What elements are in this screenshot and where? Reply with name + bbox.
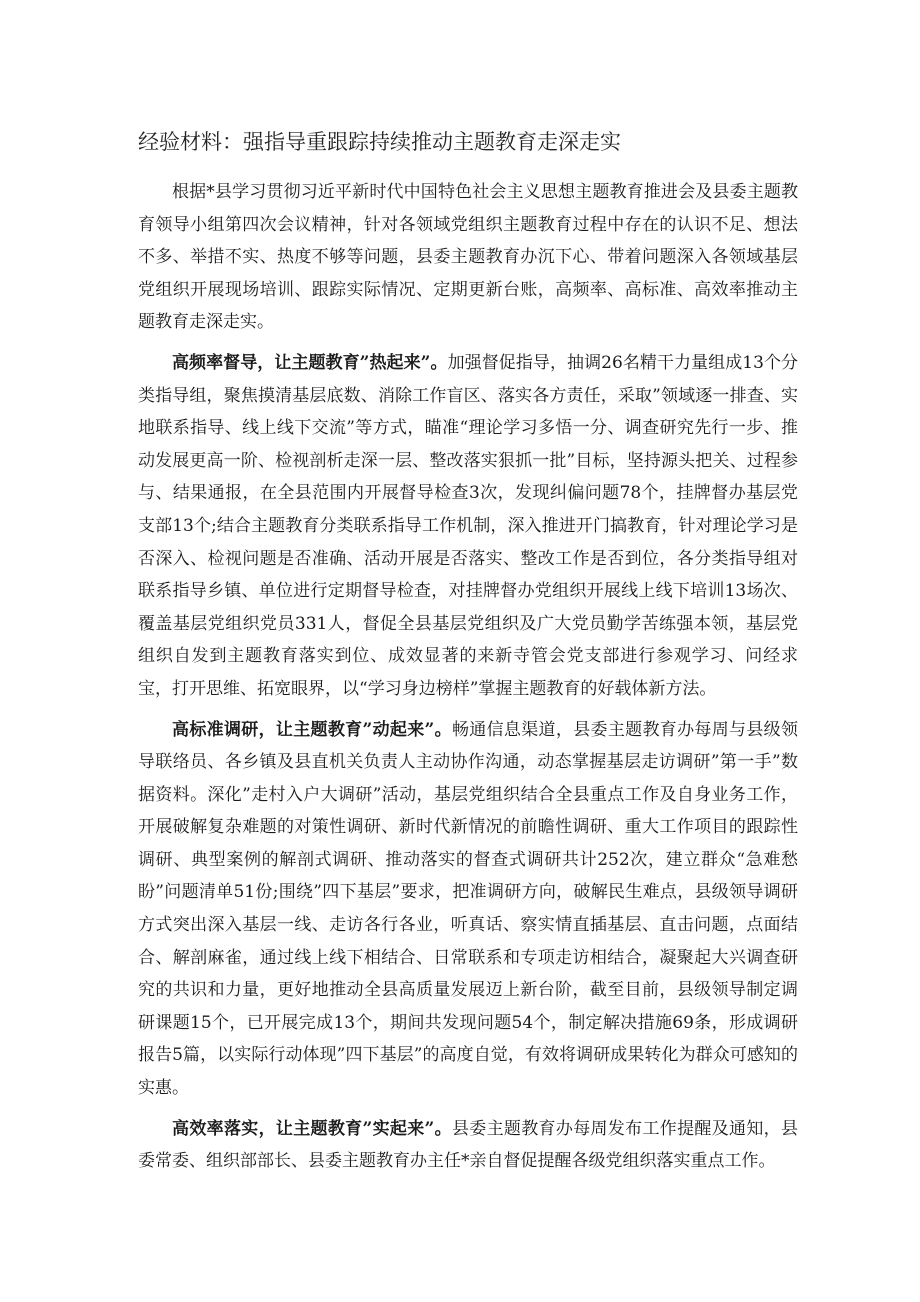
section-body-1: 加强督促指导，抽调26名精干力量组成13个分类指导组，聚焦摸清基层底数、消除工作盲区、落实各方责任，采取”领域逐一排查、实地联系指导、线上线下交流”等方式，瞄准“理论学习多悟一分、调查研究先行一步、推动发展更高一阶、检视剖析走深一层、整改落实狠抓一批”目标，坚持源头把关、过程参与、结果通报，在全县范围内开展督导检查3次，发现纠偏问题78个，挂牌督办基层党支部13个;结合主题教育分类联系指导工作机制，深入推进开门搞教育，针对理论学习是否深入、检视问题是否准确、活动开展是否落实、整改工作是否到位，各分类指导组对联系指导乡镇、单位进行定期督导检查，对挂牌督办党组织开展线上线下培训13场次、覆盖基层党组织党员331人，督促全县基层党组织及广大党员勤学苦练强本领，基层党组织自发到主题教育落实到位、成效显著的来新寺管会党支部进行参观学习、问经求宝，打开思维、拓宽眼界，以“学习身边榜样”掌握主题教育的好载体新方法。 <box>138 352 799 699</box>
document-page <box>138 126 798 1186</box>
section-paragraph-1 <box>138 347 798 706</box>
section-heading-2: 高标准调研，让主题教育”动起来”。 <box>172 719 452 740</box>
section-heading-1: 高频率督导，让主题教育”热起来”。 <box>172 352 448 373</box>
section-paragraph-2 <box>138 714 798 1105</box>
section-paragraph-3 <box>138 1113 798 1178</box>
document-title: 经验材料：强指导重跟踪持续推动主题教育走深走实 <box>138 130 621 154</box>
intro-paragraph: 根据*县学习贯彻习近平新时代中国特色社会主义思想主题教育推进会及县委主题教育领导小组第四次会议精神，针对各领域党组织主题教育过程中存在的认识不足、想法不多、举措不实、热度不够等问题，县委主题教育办沉下心、带着问题深入各领域基层党组织开展现场培训、跟踪实际情况、定期更新台账，高频率、高标准、高效率推动主题教育走深走实。 <box>138 182 798 333</box>
section-body-3: 县委主题教育办每周发布工作提醒及通知，县委常委、组织部部长、县委主题教育办主任*亲自督促提醒各级党组织落实重点工作。 <box>138 1118 799 1172</box>
section-body-2: 畅通信息渠道，县委主题教育办每周与县级领导联络员、各乡镇及县直机关负责人主动协作沟通，动态掌握基层走访调研”第一手”数据资料。深化”走村入户大调研”活动，基层党组织结合全县重点工作及自身业务工作，开展破解复杂难题的对策性调研、新时代新情况的前瞻性调研、重大工作项目的跟踪性调研、典型案例的解剖式调研、推动落实的督查式调研共计252次，建立群众“急难愁盼”问题清单51份;围绕”四下基层”要求，把准调研方向，破解民生难点，县级领导调研方式突出深入基层一线、走访各行各业，听真话、察实情直插基层、直击问题，点面结合、解剖麻雀，通过线上线下相结合、日常联系和专项走访相结合，凝聚起大兴调查研究的共识和力量，更好地推动全县高质量发展迈上新台阶，截至目前，县级领导制定调研课题15个，已开展完成13个，期间共发现问题54个，制定解决措施69条，形成调研报告5篇，以实际行动体现”四下基层”的高度自觉，有效将调研成果转化为群众可感知的实惠。 <box>138 719 799 1099</box>
section-heading-3: 高效率落实，让主题教育”实起来”。 <box>172 1118 452 1139</box>
